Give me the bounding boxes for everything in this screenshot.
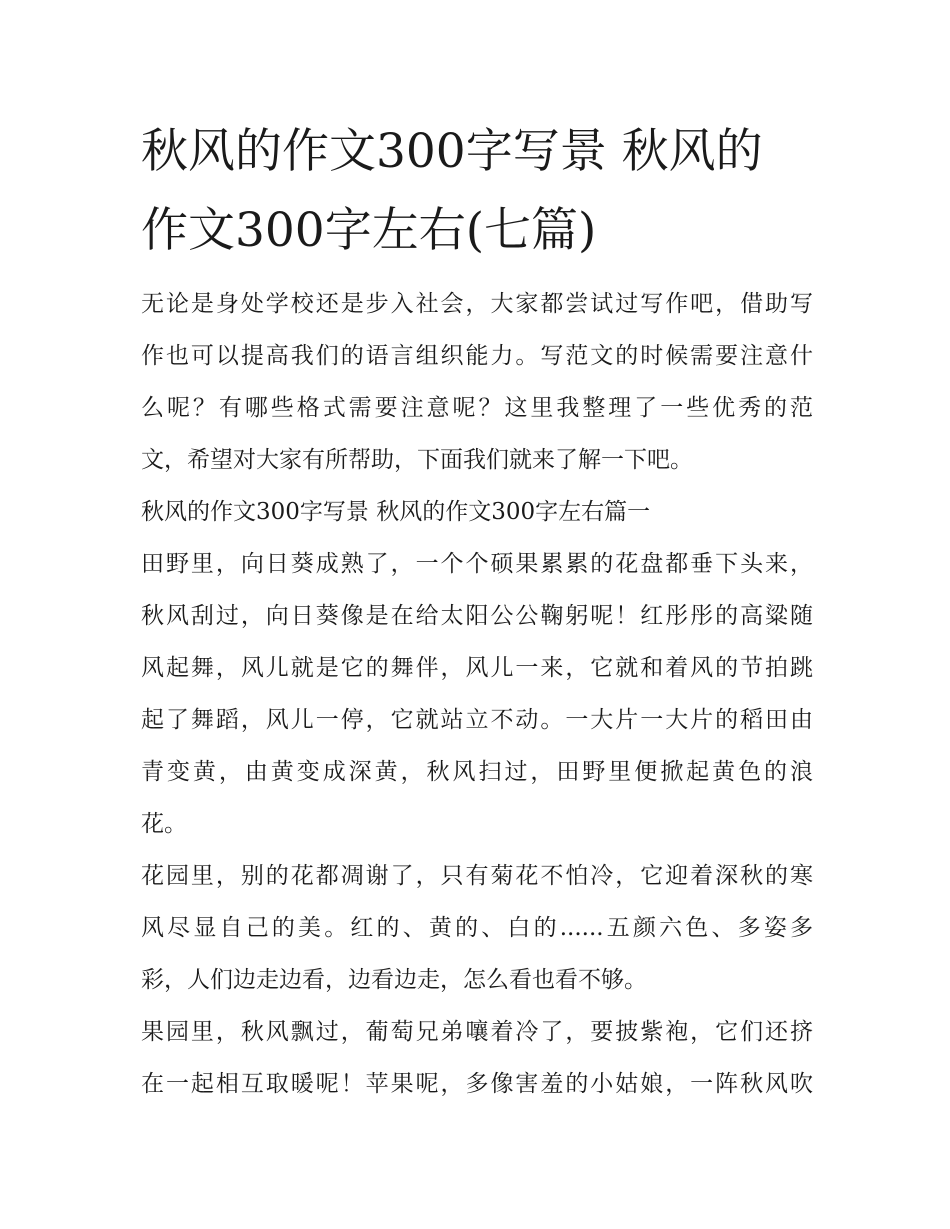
text-line: 果园里，秋风飘过，葡萄兄弟嚷着冷了，要披紫袍，它们还挤 [141, 1019, 813, 1045]
text-line: 花。 [141, 811, 187, 837]
text-line: 秋风刮过，向日葵像是在给太阳公公鞠躬呢！红彤彤的高粱随 [141, 603, 813, 629]
text-line: 无论是身处学校还是步入社会，大家都尝试过写作吧，借助写 [141, 291, 813, 317]
document-title [141, 112, 813, 270]
text-line: 风起舞，风儿就是它的舞伴，风儿一来，它就和着风的节拍跳 [141, 655, 813, 681]
title-line: 秋风的作文300字写景 秋风的 [141, 124, 763, 179]
text-line: 青变黄，由黄变成深黄，秋风扫过，田野里便掀起黄色的浪 [141, 759, 813, 785]
text-line: 么呢？有哪些格式需要注意呢？这里我整理了一些优秀的范 [141, 395, 813, 421]
text-line: 风尽显自己的美。红的、黄的、白的......五颜六色、多姿多 [141, 915, 813, 941]
text-line: 起了舞蹈，风儿一停，它就站立不动。一大片一大片的稻田由 [141, 707, 813, 733]
section-heading: 秋风的作文300字写景 秋风的作文300字左右篇一 [141, 499, 651, 525]
document-page [141, 112, 813, 1110]
document-body [141, 278, 813, 1110]
text-line: 花园里，别的花都凋谢了，只有菊花不怕冷，它迎着深秋的寒 [141, 863, 813, 889]
body-paragraph [141, 1006, 813, 1110]
text-line: 在一起相互取暖呢！苹果呢，多像害羞的小姑娘，一阵秋风吹 [141, 1071, 813, 1097]
text-line: 田野里，向日葵成熟了，一个个硕果累累的花盘都垂下头来， [141, 551, 813, 577]
body-paragraph [141, 850, 813, 1006]
text-line: 文，希望对大家有所帮助，下面我们就来了解一下吧。 [141, 447, 693, 473]
title-line: 作文300字左右(七篇) [141, 203, 597, 258]
text-line: 彩，人们边走边看，边看边走，怎么看也看不够。 [141, 967, 647, 993]
body-paragraph [141, 538, 813, 850]
text-line: 作也可以提高我们的语言组织能力。写范文的时候需要注意什 [141, 343, 813, 369]
intro-paragraph [141, 278, 813, 486]
